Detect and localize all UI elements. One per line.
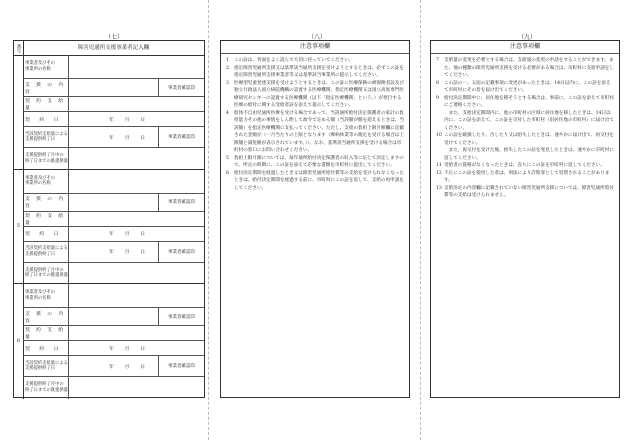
- provider-row: [23, 97, 204, 112]
- row-value[interactable]: [69, 212, 204, 226]
- note-text: 指定障害児通所支援又は基準該当通所支援を受けようとするときは、必ずこの証を指定障害児通所支援事業者等又は基準該当事業所に提示してください。: [234, 65, 404, 78]
- block-number: 6: [14, 284, 24, 399]
- note-number: 5: [226, 155, 229, 161]
- row-value[interactable]: [69, 194, 158, 211]
- note-text: この証の一、五面の記載事項に変更があったときは、14日以内に、この証を添えて市町村にその旨を届け出てください。: [444, 80, 611, 93]
- provider-row: [23, 377, 204, 399]
- row-label: 契 約 日: [23, 227, 69, 241]
- note-text: 不正にこの証を使用した者は、刑法により詐欺罪として処罰されることがあります。: [444, 170, 610, 183]
- note-item: [436, 57, 614, 80]
- provider-seal-cell: 事業者確認印: [158, 308, 204, 325]
- note-text: 医療型児童発達支援を受けようとするときは、この証に医療保険の被保険者証及び独立行政法人国立病院機構の設置する医療機関、指定医療機関又は国立高度専門医療研究センターの設置する医療機関（以下「指定医療機関」という。）が発行する医療の給付に関する受給者証を添えて提示してください。: [234, 80, 404, 108]
- row-label: 当該契約支給量による 支援提供終了日: [23, 127, 69, 147]
- row-value[interactable]: 年 月 日: [109, 232, 148, 237]
- provider-row: [23, 112, 204, 127]
- note-item: [436, 132, 614, 162]
- note-text: 支給決定の内容欄に記載されていない障害児通所支援については、障害児通所給付費等の支給は受けられません。: [444, 185, 614, 198]
- provider-row: [23, 55, 204, 79]
- row-value[interactable]: 年 月 日: [109, 346, 148, 352]
- notes-title: 注意事項欄: [221, 41, 409, 54]
- provider-seal-cell: 事業者確認印: [158, 79, 204, 96]
- row-label: 支 援 の 内 容: [23, 79, 69, 96]
- note-text: 給付決定期間中に、居住地を移そうとする場合は、事前に、この証を添えて市町村にご連絡ください。 また、支給決定期間内に、他の市町村の区域に居住地を移したときは、14日以内に、この証を添えて、この証を交付した市町村（旧居住地の市町村）に届け出てください。: [444, 95, 614, 131]
- row-label: 契 約 日: [23, 341, 69, 355]
- note-text: 支給量の変更を必要とする場合は、支給量の変更の申請をすることができます。また、他の種類の障害児通所支援を受ける必要がある場合は、市町村に支給申請をしてください。: [444, 58, 614, 78]
- row-label: 事業者及びその 事業所の名称: [23, 170, 69, 193]
- row-value[interactable]: 年 月 日: [109, 135, 148, 141]
- fold-line: [420, 0, 421, 440]
- note-number: 2: [226, 65, 229, 71]
- note-number: 4: [226, 110, 229, 116]
- row-label: 支援提供終了月中の 終了日までの既提供量: [23, 377, 69, 399]
- provider-block: [14, 55, 204, 170]
- page-number-right: （九）: [517, 34, 536, 41]
- block-number: 5: [14, 170, 24, 284]
- provider-seal-cell: 事業者確認印: [158, 356, 204, 376]
- note-number: 10: [436, 133, 442, 138]
- page-number-left: （七）: [104, 34, 123, 41]
- row-value[interactable]: [69, 97, 204, 111]
- row-label: 当該契約支給量による 支援提供終了日: [23, 242, 69, 262]
- provider-row: [23, 194, 204, 212]
- row-label: 契 約 支 給 量: [23, 97, 69, 111]
- provider-block: [14, 170, 204, 285]
- row-label: 事業者及びその 事業所の名称: [23, 284, 69, 307]
- note-number: 13: [436, 185, 442, 191]
- note-number: 1: [226, 58, 229, 63]
- notes-panel-middle: [220, 40, 410, 398]
- note-item: [436, 80, 614, 95]
- provider-table-title: 障害児通所支援事業者記入欄: [77, 45, 150, 51]
- note-item: [226, 110, 404, 155]
- row-label: 支 援 の 内 容: [23, 194, 69, 211]
- note-text: この証を破損したり、汚したり又は紛失したときは、速やかに届け出て、再交付を受けてください。 また、再交付を受けた後、紛失したこの証を発見したときは、速やかに市町村に返してください。: [444, 133, 614, 161]
- note-text: 給付決定期間を経過したとき又は障害児通所給付費等の支給を受けられなくなったときは、給付決定期間を経過する前に、市町村にこの証を返して、支給の再申請をしてください。: [234, 170, 404, 191]
- notes-list: [431, 54, 619, 200]
- note-item: [436, 185, 614, 200]
- note-item: [436, 95, 614, 133]
- row-value[interactable]: 年 月 日: [109, 117, 148, 123]
- note-number: 8: [436, 80, 439, 86]
- notes-panel-right: [430, 40, 620, 398]
- row-value[interactable]: [69, 170, 204, 193]
- fold-line: [208, 0, 209, 440]
- note-number: 12: [436, 170, 442, 176]
- note-item: [226, 155, 404, 170]
- row-label: 契 約 日: [23, 112, 69, 126]
- provider-row: [23, 212, 204, 227]
- provider-seal-cell: 事業者確認印: [158, 127, 204, 147]
- provider-table-header: [14, 41, 204, 56]
- row-label: 支援提供終了月中の 終了日までの既提供量: [23, 148, 69, 170]
- row-label: 契 約 支 給 量: [23, 212, 69, 226]
- note-number: 9: [436, 95, 439, 101]
- provider-row: [23, 148, 204, 170]
- note-text: 負担上限月額については、毎年通所給付決定保護者の収入等に応じて決定しますので、所定の時期に、この証を添えて必要な書類を市町村に提出してください。: [234, 155, 404, 168]
- note-number: 3: [226, 80, 229, 86]
- row-label: 支 援 の 内 容: [23, 308, 69, 325]
- provider-entry-panel: [13, 40, 205, 398]
- note-text: 肢体不自由児通所医療を受ける場合であって、当該通所給付決定保護者の家計の負担能力その他の事情をしん酌して政令で定める額（当該額が額を超えるときは、当該額）を指定医療機関に支払ってください。ただし、支給の負担上限月額欄に記載された金額が（一月当たりの上限となります（療病休業等の規定を受ける場合は上限額と減免額が表示されています。））。なお、基準該当通所支援を受ける場合は市町村の窓口にお問い合わせください。: [234, 110, 404, 153]
- note-text: 受給者の資格がなくなったときは、直ちにこの証を市町村に返してください。: [444, 163, 605, 168]
- provider-row: [23, 356, 204, 377]
- row-label: 契 約 支 給 量: [23, 326, 69, 340]
- row-value[interactable]: [69, 55, 204, 78]
- row-value[interactable]: 年 月 日: [109, 250, 148, 255]
- notes-title: 注意事項欄: [431, 41, 619, 54]
- page-number-middle: （八）: [307, 34, 326, 41]
- note-item: [436, 170, 614, 185]
- provider-seal-cell: 事業者確認印: [158, 242, 204, 262]
- note-number: 6: [226, 170, 229, 176]
- note-item: [226, 65, 404, 80]
- provider-row: [23, 79, 204, 97]
- row-value[interactable]: [69, 284, 204, 307]
- row-label: 事業者及びその 事業所の名称: [23, 55, 69, 78]
- row-value[interactable]: [69, 308, 158, 325]
- provider-row: [23, 127, 204, 148]
- note-number: 7: [436, 58, 439, 63]
- provider-row: [23, 308, 204, 326]
- row-label: 支援提供終了月中の 終了日までの既提供量: [23, 263, 69, 285]
- note-item: [226, 57, 404, 65]
- provider-row: [23, 170, 204, 194]
- provider-row: [23, 242, 204, 263]
- row-value[interactable]: [69, 326, 204, 340]
- note-number: 11: [436, 163, 442, 168]
- row-value[interactable]: [69, 148, 204, 170]
- row-value[interactable]: [69, 377, 204, 399]
- row-value[interactable]: 年 月 日: [109, 364, 148, 370]
- provider-seal-cell: 事業者確認印: [158, 194, 204, 211]
- row-label: 当該契約支給量による 支援提供終了日: [23, 356, 69, 376]
- note-item: [226, 80, 404, 110]
- provider-row: [23, 326, 204, 341]
- provider-row: [23, 227, 204, 242]
- provider-block: [14, 284, 204, 399]
- note-item: [436, 162, 614, 170]
- row-value[interactable]: [69, 263, 204, 285]
- number-column-header: 番号: [14, 41, 24, 55]
- notes-list: [221, 54, 409, 192]
- provider-row: [23, 284, 204, 308]
- provider-row: [23, 341, 204, 356]
- note-item: [226, 170, 404, 193]
- note-text: この証は、各面をよく読んで大切に持っていてください。: [234, 58, 354, 63]
- provider-row: [23, 263, 204, 285]
- row-value[interactable]: [69, 79, 158, 96]
